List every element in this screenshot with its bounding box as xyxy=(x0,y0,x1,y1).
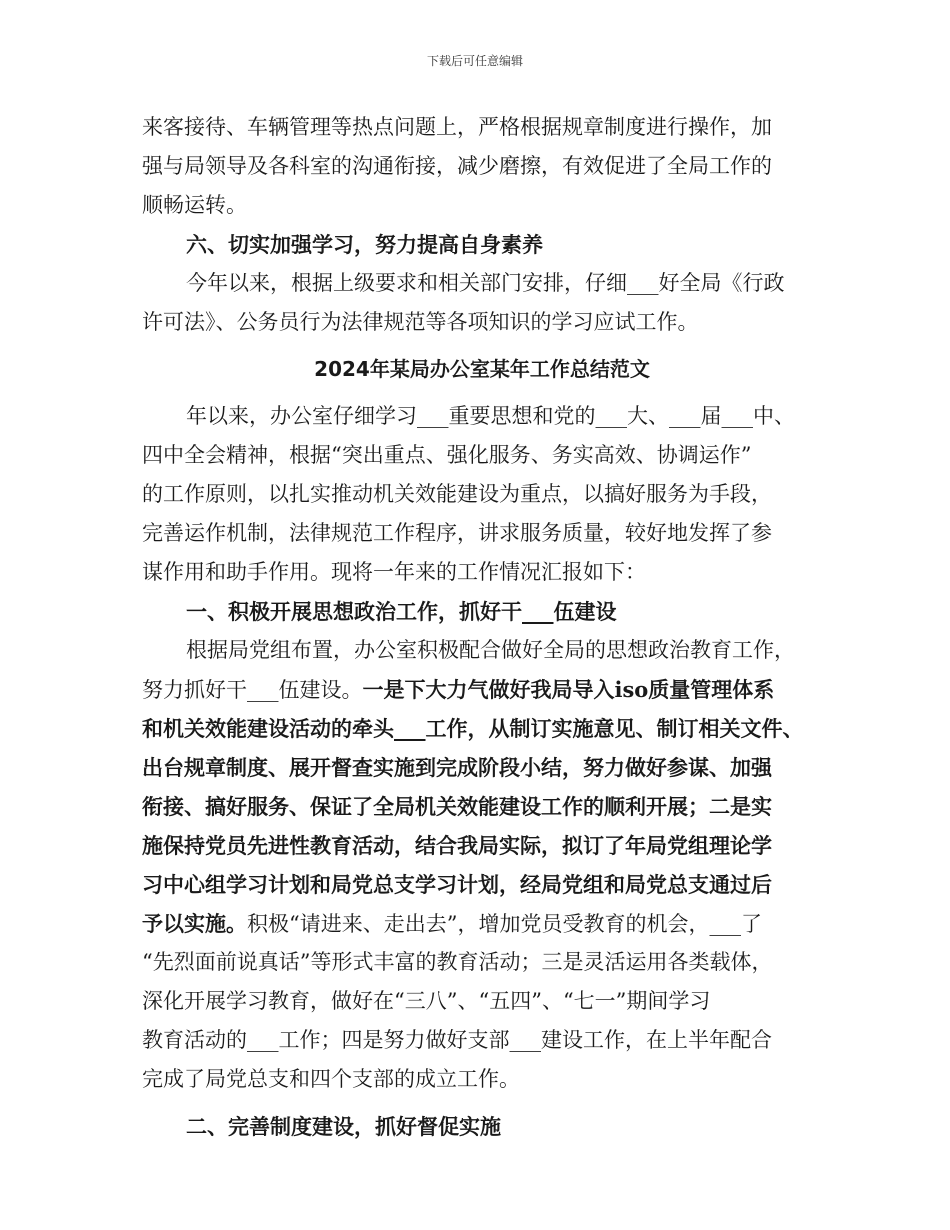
paragraph-line: 顺畅运转。 xyxy=(142,193,247,217)
section-heading-2: 二、完善制度建设，抓好督促实施 xyxy=(186,1114,501,1139)
paragraph-line: 的工作原则，以扎实推动机关效能建设为重点，以搞好服务为手段， xyxy=(142,482,772,506)
paragraph-line: 许可法》、公务员行为法律规范等各项知识的学习应试工作。 xyxy=(142,310,699,334)
paragraph-line: 根据局党组布置，办公室积极配合做好全局的思想政治教育工作， xyxy=(186,638,795,662)
paragraph-line: 习中心组学习计划和局党总支学习计划，经局党组和局党总支通过后 xyxy=(142,872,772,897)
document-title: 2024年某局办公室某年工作总结范文 xyxy=(314,357,650,381)
paragraph-line: 今年以来，根据上级要求和相关部门安排，仔细___好全局《行政 xyxy=(186,271,785,295)
paragraph-line: 深化开展学习教育，做好在“三八”、“五四”、“七一”期间学习 xyxy=(142,989,711,1013)
line-text: 努力抓好干___伍建设。 xyxy=(142,678,363,702)
paragraph-line: “先烈面前说真话”等形式丰富的教育活动；三是灵活运用各类载体， xyxy=(142,950,773,974)
paragraph-line: 衔接、搞好服务、保证了全局机关效能建设工作的顺利开展；二是实 xyxy=(142,794,772,819)
page-header: 下载后可任意编辑 xyxy=(426,54,523,68)
paragraph-line: 出台规章制度、展开督查实施到完成阶段小结，努力做好参谋、加强 xyxy=(142,755,772,780)
bold-text: 一是下大力气做好我局导入iso质量管理体系 xyxy=(362,677,775,702)
paragraph-line: 施保持党员先进性教育活动，结合我局实际，拟订了年局党组理论学 xyxy=(142,833,772,858)
paragraph-line: 教育活动的___工作；四是努力做好支部___建设工作，在上半年配合 xyxy=(142,1028,772,1052)
paragraph-line: 和机关效能建设活动的牵头___工作，从制订实施意见、制订相关文件、 xyxy=(142,716,804,741)
paragraph-line: 完成了局党总支和四个支部的成立工作。 xyxy=(142,1067,520,1091)
line-text: 积极“请进来、走出去”，增加党员受教育的机会，___了 xyxy=(247,912,762,936)
section-heading-1: 一、积极开展思想政治工作，抓好干___伍建设 xyxy=(186,599,617,624)
bold-text: 予以实施。 xyxy=(142,911,247,936)
paragraph-line: 谋作用和助手作用。现将一年来的工作情况汇报如下： xyxy=(142,560,646,584)
section-heading-6: 六、切实加强学习，努力提高自身素养 xyxy=(186,232,543,257)
paragraph-line: 四中全会精神，根据“突出重点、强化服务、务实高效、协调运作” xyxy=(142,443,752,467)
paragraph-line: 完善运作机制，法律规范工作程序，讲求服务质量，较好地发挥了参 xyxy=(142,521,772,545)
document-body xyxy=(142,108,822,1146)
paragraph-line xyxy=(142,670,822,709)
paragraph-line xyxy=(142,904,822,943)
paragraph-line: 来客接待、车辆管理等热点问题上，严格根据规章制度进行操作，加 xyxy=(142,115,772,139)
paragraph-line: 年以来，办公室仔细学习___重要思想和党的___大、___届___中、 xyxy=(186,404,795,428)
paragraph-line: 强与局领导及各科室的沟通衔接，减少磨擦，有效促进了全局工作的 xyxy=(142,154,772,178)
